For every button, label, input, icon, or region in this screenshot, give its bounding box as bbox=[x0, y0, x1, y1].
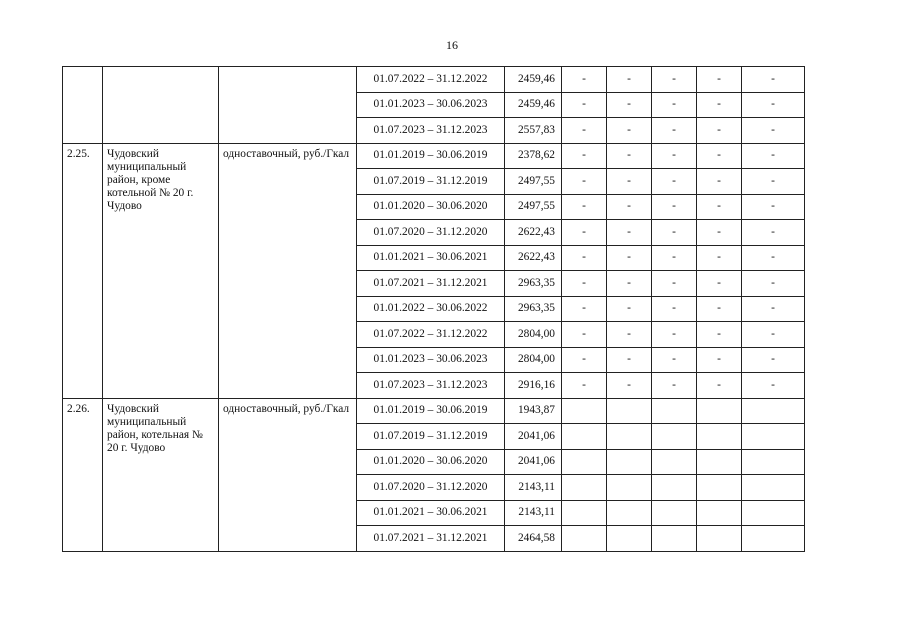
extra-cell: - bbox=[562, 245, 607, 271]
extra-cell: - bbox=[562, 271, 607, 297]
tariff-value-cell: 2041,06 bbox=[505, 449, 562, 475]
extra-cell: - bbox=[652, 92, 697, 118]
extra-cell bbox=[697, 398, 742, 424]
period-cell: 01.01.2020 – 30.06.2020 bbox=[357, 194, 505, 220]
tariff-value-cell: 2622,43 bbox=[505, 245, 562, 271]
extra-cell bbox=[742, 398, 805, 424]
extra-cell bbox=[562, 500, 607, 526]
extra-cell: - bbox=[697, 169, 742, 195]
tariff-value-cell: 2464,58 bbox=[505, 526, 562, 552]
extra-cell: - bbox=[742, 143, 805, 169]
tariff-type: одноставочный, руб./Гкал bbox=[219, 398, 357, 551]
period-cell: 01.07.2023 – 31.12.2023 bbox=[357, 118, 505, 144]
tariff-type: одноставочный, руб./Гкал bbox=[219, 143, 357, 398]
extra-cell: - bbox=[607, 245, 652, 271]
tariff-value-cell: 2378,62 bbox=[505, 143, 562, 169]
extra-cell: - bbox=[607, 194, 652, 220]
extra-cell: - bbox=[652, 143, 697, 169]
extra-cell: - bbox=[697, 220, 742, 246]
table-row bbox=[63, 67, 805, 93]
extra-cell: - bbox=[742, 347, 805, 373]
extra-cell: - bbox=[562, 143, 607, 169]
period-cell: 01.07.2021 – 31.12.2021 bbox=[357, 271, 505, 297]
extra-cell bbox=[742, 526, 805, 552]
extra-cell: - bbox=[652, 271, 697, 297]
extra-cell: - bbox=[652, 347, 697, 373]
period-cell: 01.01.2020 – 30.06.2020 bbox=[357, 449, 505, 475]
tariff-value-cell: 2804,00 bbox=[505, 347, 562, 373]
extra-cell: - bbox=[607, 143, 652, 169]
tariff-value-cell: 2459,46 bbox=[505, 92, 562, 118]
extra-cell: - bbox=[742, 118, 805, 144]
tariff-table bbox=[62, 66, 805, 552]
period-cell: 01.07.2020 – 31.12.2020 bbox=[357, 220, 505, 246]
tariff-value-cell: 2557,83 bbox=[505, 118, 562, 144]
extra-cell: - bbox=[652, 118, 697, 144]
group-name: Чудовский муниципальный район, котельная № 20 г. Чудово bbox=[103, 398, 219, 551]
extra-cell: - bbox=[742, 92, 805, 118]
extra-cell: - bbox=[562, 296, 607, 322]
extra-cell bbox=[607, 526, 652, 552]
table-row bbox=[63, 143, 805, 169]
tariff-value-cell: 2497,55 bbox=[505, 194, 562, 220]
extra-cell bbox=[562, 475, 607, 501]
extra-cell: - bbox=[697, 67, 742, 93]
extra-cell bbox=[652, 449, 697, 475]
extra-cell: - bbox=[697, 296, 742, 322]
extra-cell bbox=[562, 398, 607, 424]
extra-cell bbox=[697, 449, 742, 475]
tariff-value-cell: 2804,00 bbox=[505, 322, 562, 348]
extra-cell: - bbox=[697, 143, 742, 169]
group-number bbox=[63, 67, 103, 144]
extra-cell: - bbox=[652, 373, 697, 399]
extra-cell: - bbox=[697, 118, 742, 144]
period-cell: 01.01.2022 – 30.06.2022 bbox=[357, 296, 505, 322]
period-cell: 01.07.2019 – 31.12.2019 bbox=[357, 169, 505, 195]
group-name: Чудовский муниципальный район, кроме котельной № 20 г. Чудово bbox=[103, 143, 219, 398]
extra-cell: - bbox=[562, 373, 607, 399]
extra-cell bbox=[607, 500, 652, 526]
extra-cell: - bbox=[562, 220, 607, 246]
extra-cell: - bbox=[697, 245, 742, 271]
extra-cell: - bbox=[742, 271, 805, 297]
extra-cell: - bbox=[562, 322, 607, 348]
page-number: 16 bbox=[446, 38, 458, 52]
extra-cell: - bbox=[742, 169, 805, 195]
extra-cell bbox=[652, 526, 697, 552]
extra-cell: - bbox=[697, 373, 742, 399]
extra-cell bbox=[562, 424, 607, 450]
extra-cell bbox=[697, 500, 742, 526]
period-cell: 01.01.2021 – 30.06.2021 bbox=[357, 500, 505, 526]
extra-cell bbox=[562, 449, 607, 475]
period-cell: 01.07.2022 – 31.12.2022 bbox=[357, 322, 505, 348]
extra-cell: - bbox=[562, 67, 607, 93]
tariff-table-body bbox=[63, 67, 805, 552]
extra-cell: - bbox=[562, 92, 607, 118]
extra-cell: - bbox=[742, 296, 805, 322]
extra-cell bbox=[607, 424, 652, 450]
extra-cell bbox=[652, 424, 697, 450]
extra-cell: - bbox=[562, 169, 607, 195]
extra-cell: - bbox=[652, 220, 697, 246]
extra-cell bbox=[742, 424, 805, 450]
extra-cell: - bbox=[697, 92, 742, 118]
extra-cell bbox=[652, 500, 697, 526]
extra-cell bbox=[742, 500, 805, 526]
extra-cell: - bbox=[607, 347, 652, 373]
tariff-value-cell: 2622,43 bbox=[505, 220, 562, 246]
tariff-value-cell: 2497,55 bbox=[505, 169, 562, 195]
extra-cell: - bbox=[697, 194, 742, 220]
extra-cell bbox=[652, 398, 697, 424]
tariff-value-cell: 1943,87 bbox=[505, 398, 562, 424]
extra-cell: - bbox=[697, 322, 742, 348]
tariff-value-cell: 2041,06 bbox=[505, 424, 562, 450]
tariff-value-cell: 2963,35 bbox=[505, 271, 562, 297]
extra-cell bbox=[742, 475, 805, 501]
extra-cell: - bbox=[562, 347, 607, 373]
extra-cell: - bbox=[742, 245, 805, 271]
period-cell: 01.07.2022 – 31.12.2022 bbox=[357, 67, 505, 93]
extra-cell bbox=[652, 475, 697, 501]
period-cell: 01.01.2019 – 30.06.2019 bbox=[357, 398, 505, 424]
extra-cell bbox=[607, 398, 652, 424]
period-cell: 01.07.2021 – 31.12.2021 bbox=[357, 526, 505, 552]
extra-cell: - bbox=[607, 118, 652, 144]
tariff-value-cell: 2459,46 bbox=[505, 67, 562, 93]
extra-cell bbox=[697, 424, 742, 450]
extra-cell bbox=[697, 526, 742, 552]
period-cell: 01.01.2019 – 30.06.2019 bbox=[357, 143, 505, 169]
period-cell: 01.07.2020 – 31.12.2020 bbox=[357, 475, 505, 501]
extra-cell: - bbox=[607, 271, 652, 297]
extra-cell: - bbox=[607, 92, 652, 118]
extra-cell: - bbox=[652, 169, 697, 195]
extra-cell bbox=[742, 449, 805, 475]
tariff-value-cell: 2916,16 bbox=[505, 373, 562, 399]
extra-cell bbox=[607, 475, 652, 501]
period-cell: 01.01.2021 – 30.06.2021 bbox=[357, 245, 505, 271]
extra-cell: - bbox=[652, 194, 697, 220]
extra-cell: - bbox=[562, 118, 607, 144]
extra-cell: - bbox=[742, 67, 805, 93]
extra-cell: - bbox=[607, 322, 652, 348]
tariff-value-cell: 2143,11 bbox=[505, 475, 562, 501]
extra-cell: - bbox=[607, 373, 652, 399]
extra-cell bbox=[607, 449, 652, 475]
period-cell: 01.01.2023 – 30.06.2023 bbox=[357, 92, 505, 118]
extra-cell: - bbox=[742, 220, 805, 246]
table-row bbox=[63, 398, 805, 424]
extra-cell: - bbox=[652, 296, 697, 322]
extra-cell: - bbox=[697, 347, 742, 373]
extra-cell: - bbox=[607, 220, 652, 246]
extra-cell: - bbox=[607, 67, 652, 93]
tariff-type bbox=[219, 67, 357, 144]
extra-cell: - bbox=[742, 373, 805, 399]
extra-cell bbox=[562, 526, 607, 552]
period-cell: 01.01.2023 – 30.06.2023 bbox=[357, 347, 505, 373]
extra-cell: - bbox=[652, 245, 697, 271]
period-cell: 01.07.2023 – 31.12.2023 bbox=[357, 373, 505, 399]
group-number: 2.26. bbox=[63, 398, 103, 551]
extra-cell bbox=[697, 475, 742, 501]
extra-cell: - bbox=[697, 271, 742, 297]
extra-cell: - bbox=[607, 296, 652, 322]
extra-cell: - bbox=[562, 194, 607, 220]
extra-cell: - bbox=[652, 322, 697, 348]
tariff-value-cell: 2143,11 bbox=[505, 500, 562, 526]
group-number: 2.25. bbox=[63, 143, 103, 398]
extra-cell: - bbox=[607, 169, 652, 195]
extra-cell: - bbox=[742, 194, 805, 220]
period-cell: 01.07.2019 – 31.12.2019 bbox=[357, 424, 505, 450]
extra-cell: - bbox=[742, 322, 805, 348]
tariff-value-cell: 2963,35 bbox=[505, 296, 562, 322]
group-name bbox=[103, 67, 219, 144]
extra-cell: - bbox=[652, 67, 697, 93]
